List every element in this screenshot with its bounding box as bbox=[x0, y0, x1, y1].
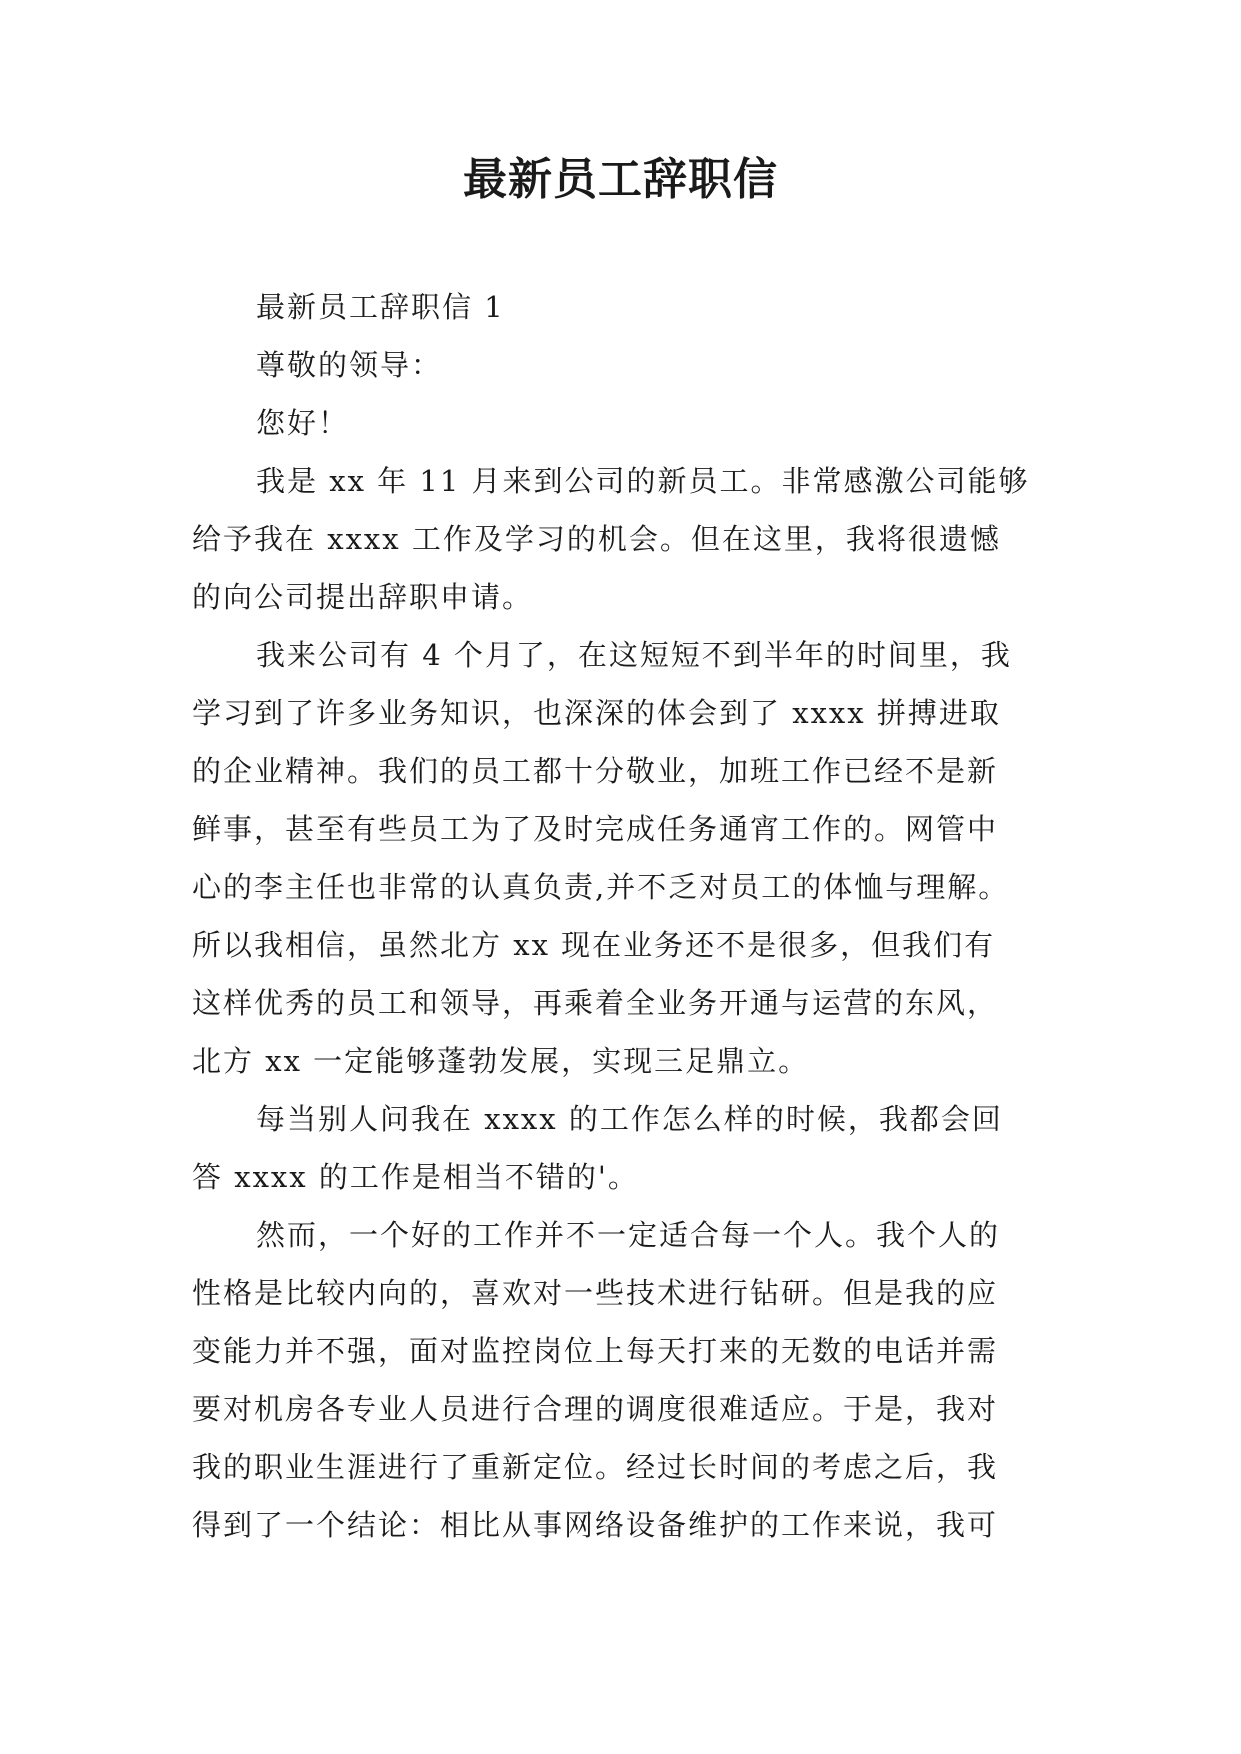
paragraph-line: 答 xxxx 的工作是相当不错的'。 bbox=[192, 1160, 639, 1194]
paragraph-line: 心的李主任也非常的认真负责,并不乏对员工的体恤与理解。 bbox=[192, 870, 1010, 904]
paragraph-line: 北方 xx 一定能够蓬勃发展，实现三足鼎立。 bbox=[192, 1044, 810, 1078]
paragraph-line: 的向公司提出辞职申请。 bbox=[192, 580, 534, 614]
salutation: 尊敬的领导： bbox=[256, 348, 443, 382]
paragraph-line: 我的职业生涯进行了重新定位。经过长时间的考虑之后，我 bbox=[192, 1450, 999, 1484]
paragraph-line: 得到了一个结论：相比从事网络设备维护的工作来说，我可 bbox=[192, 1508, 999, 1542]
paragraph-line: 要对机房各专业人员进行合理的调度很难适应。于是，我对 bbox=[192, 1392, 999, 1426]
greeting: 您好！ bbox=[256, 406, 350, 440]
paragraph-line: 我来公司有 4 个月了，在这短短不到半年的时间里，我 bbox=[256, 638, 1012, 672]
paragraph-line: 每当别人问我在 xxxx 的工作怎么样的时候，我都会回 bbox=[256, 1102, 1003, 1136]
paragraph-line: 所以我相信，虽然北方 xx 现在业务还不是很多，但我们有 bbox=[192, 928, 996, 962]
section-heading: 最新员工辞职信 1 bbox=[256, 290, 505, 324]
paragraph-line: 给予我在 xxxx 工作及学习的机会。但在这里，我将很遗憾 bbox=[192, 522, 1001, 556]
paragraph-line: 学习到了许多业务知识，也深深的体会到了 xxxx 拼搏进取 bbox=[192, 696, 1001, 730]
paragraph-line: 性格是比较内向的，喜欢对一些技术进行钻研。但是我的应 bbox=[192, 1276, 999, 1310]
document-body bbox=[192, 288, 1054, 1544]
paragraph-line: 的企业精神。我们的员工都十分敬业，加班工作已经不是新 bbox=[192, 754, 999, 788]
paragraph-line: 这样优秀的员工和领导，再乘着全业务开通与运营的东风， bbox=[192, 986, 999, 1020]
paragraph-line: 我是 xx 年 11 月来到公司的新员工。非常感激公司能够 bbox=[256, 464, 1030, 498]
paragraph-line: 然而，一个好的工作并不一定适合每一个人。我个人的 bbox=[256, 1218, 1001, 1252]
document-title: 最新员工辞职信 bbox=[463, 154, 778, 205]
paragraph-line: 变能力并不强，面对监控岗位上每天打来的无数的电话并需 bbox=[192, 1334, 999, 1368]
paragraph-line: 鲜事，甚至有些员工为了及时完成任务通宵工作的。网管中 bbox=[192, 812, 999, 846]
